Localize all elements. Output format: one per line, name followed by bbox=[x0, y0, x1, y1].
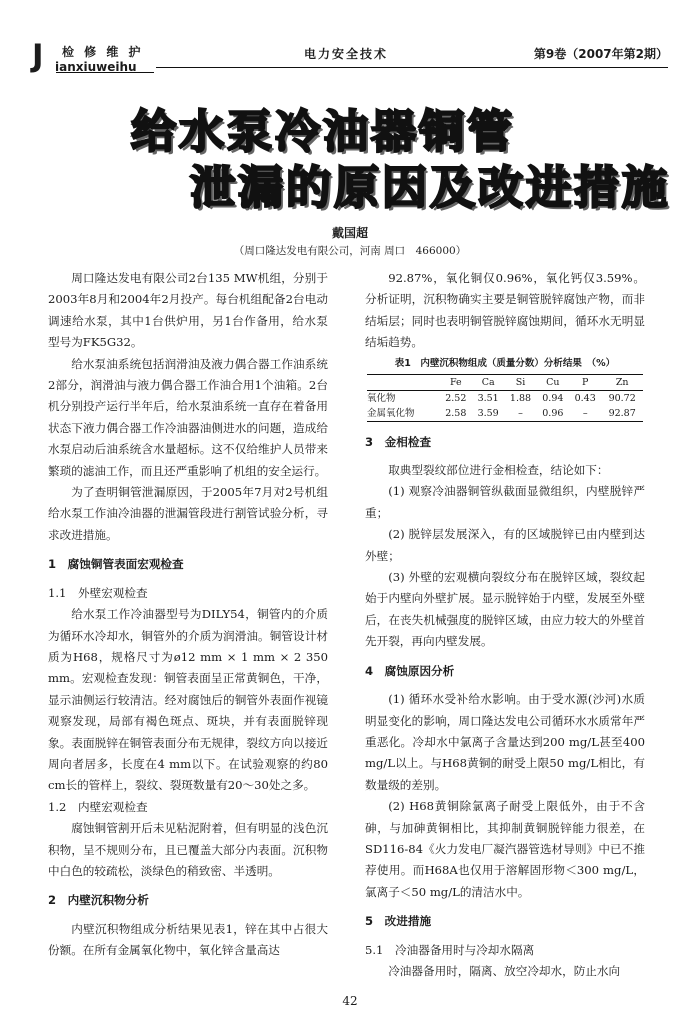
paragraph: (1) 观察冷油器铜管纵截面显微组织，内壁脱锌严重； bbox=[365, 484, 645, 520]
section-heading: 3 金相检查 bbox=[365, 434, 432, 449]
table-header-cell bbox=[367, 374, 440, 390]
table-header-cell: Si bbox=[515, 376, 526, 388]
table-caption: 表1 内壁沉积物组成（质量分数）分析结果 （%） bbox=[394, 357, 616, 369]
section-heading: 5 改进措施 bbox=[365, 914, 432, 929]
header-issue: 第9卷（2007年第2期） bbox=[533, 47, 668, 61]
header-category: 检 修 维 护 bbox=[62, 45, 144, 59]
table-cell: 90.72 bbox=[608, 392, 636, 404]
paragraph: 给水泵油系统包括润滑油及液力偶合器工作油系统2部分，润滑油与液力偶合器工作油合用1个油箱。2台机分别投产运行半年后，给水泵油系统一直存在着备用状态下液力偶合器工作冷油器油侧进水的问题，造成给水泵启动后油系统含水量超标。这不仅给维护人员带来繁琐的滤油工作，而且还严重影响了机组的安全运行。 bbox=[48, 356, 328, 478]
paragraph: 取典型裂纹部位进行金相检查，结论如下： bbox=[388, 463, 609, 478]
paragraph: 内壁沉积物组成分析结果见表1，锌在其中占很大份额。在所有金属氧化物中，氧化锌含量高达 bbox=[48, 921, 328, 958]
left-column bbox=[48, 268, 328, 962]
section-heading: 2 内壁沉积物分析 bbox=[48, 893, 149, 908]
table-cell: 氧化物 bbox=[367, 392, 396, 404]
header-journal-name: 电力安全技术 bbox=[304, 47, 389, 61]
composition-table bbox=[367, 374, 643, 422]
affiliation: （周口隆达发电有限公司，河南 周口 466000） bbox=[233, 245, 467, 257]
paragraph: (1) 循环水受补给水影响。由于受水源(沙河)水质明显变化的影响，周口隆达发电公司循环水水质常年严重恶化。冷却水中氯离子含量达到200 mg/L甚至400 mg/L以上。与H68黄铜的耐受上限50 mg/L相比，有数量级的差别。 bbox=[365, 692, 645, 792]
section-heading: 4 腐蚀原因分析 bbox=[365, 663, 455, 678]
table-header-cell: Cu bbox=[546, 376, 560, 388]
table-header-cell: Zn bbox=[615, 376, 629, 388]
subsection-heading: 5.1 冷油器备用时与冷却水隔离 bbox=[365, 942, 535, 957]
page-number: 42 bbox=[342, 994, 358, 1008]
table-cell: 金属氧化物 bbox=[367, 407, 415, 419]
paragraph: 为了查明铜管泄漏原因，于2005年7月对2号机组给水泵工作油冷油器的泄漏管段进行割管试验分析，寻求改进措施。 bbox=[48, 485, 328, 542]
table-cell: 2.58 bbox=[445, 407, 467, 419]
section-heading: 1 腐蚀铜管表面宏观检查 bbox=[48, 557, 184, 572]
table-row bbox=[367, 406, 643, 422]
paragraph: 冷油器备用时，隔离、放空冷却水，防止水向 bbox=[388, 963, 621, 978]
table-cell: 0.96 bbox=[542, 407, 564, 419]
paragraph: (3) 外壁的宏观横向裂纹分布在脱锌区域，裂纹起始于内壁向外壁扩展。显示脱锌始于内壁，发展至外壁后，在丧失机械强度的脱锌区域，由应力较大的外壁首先开裂，再向内壁发展。 bbox=[365, 570, 645, 649]
header-rule-short bbox=[56, 72, 154, 73]
author: 戴国超 bbox=[331, 226, 368, 240]
table-header-cell: Ca bbox=[481, 376, 495, 388]
table-row bbox=[367, 390, 643, 406]
title-line-2: 泄漏的原因及改进措施 bbox=[190, 161, 671, 214]
header-j-letter: J bbox=[32, 38, 44, 74]
title-line-1: 给水泵冷油器铜管 bbox=[131, 105, 516, 158]
table-cell: 3.59 bbox=[477, 407, 499, 419]
table-cell: 92.87 bbox=[608, 407, 636, 419]
table-header-cell: P bbox=[581, 376, 589, 388]
paragraph: (2) H68黄铜除氯离子耐受上限低外，由于不含砷，与加砷黄铜相比，其抑制黄铜脱锌能力很差，在SD116-84《火力发电厂凝汽器管选材导则》中已不推荐使用。而H68A也仅用于溶解固形物＜300 mg/L，氯离子＜50 mg/L的清洁水中。 bbox=[365, 799, 645, 899]
table-cell: 1.88 bbox=[509, 392, 532, 404]
header-category-latin: ianxiuweihu bbox=[55, 60, 137, 74]
paragraph: 92.87%，氧化铜仅0.96%，氧化钙仅3.59%。分析证明，沉积物确实主要是铜管脱锌腐蚀产物，而非结垢层；同时也表明铜管脱锌腐蚀期间，循环水无明显结垢趋势。 bbox=[365, 271, 645, 350]
running-header bbox=[32, 30, 668, 74]
header-rule bbox=[156, 67, 668, 68]
table-cell: – bbox=[582, 407, 588, 419]
table-cell: 0.94 bbox=[542, 392, 564, 404]
subsection-heading: 1.1 外壁宏观检查 bbox=[48, 585, 148, 600]
table-header-row bbox=[367, 374, 643, 390]
subsection-heading: 1.2 内壁宏观检查 bbox=[48, 799, 148, 814]
paragraph: 周口隆达发电有限公司2台135 MW机组，分别于2003年8月和2004年2月投产。每台机组配备2台电动调速给水泵，其中1台供炉用，另1台作备用，给水泵型号为FK5G32。 bbox=[48, 271, 328, 350]
paragraph: (2) 脱锌层发展深入，有的区域脱锌已由内壁到达外壁； bbox=[365, 527, 645, 563]
right-column bbox=[365, 268, 645, 982]
table-cell: 2.52 bbox=[445, 392, 467, 404]
paragraph: 腐蚀铜管割开后未见粘泥附着，但有明显的浅色沉积物，呈不规则分布，且已覆盖大部分内表面。沉积物中白色的较疏松，淡绿色的稍致密、半透明。 bbox=[48, 821, 328, 878]
table-cell: 3.51 bbox=[477, 392, 499, 404]
table-header-cell: Fe bbox=[449, 376, 462, 388]
table-cell: – bbox=[518, 407, 523, 419]
paragraph: 给水泵工作冷油器型号为DILY54，铜管内的介质为循环水冷却水，铜管外的介质为润滑油。铜管设计材质为H68，规格尺寸为ø12 mm × 1 mm × 2 350 mm。宏观检查发现：铜管表面呈正常黄铜色，干净，显示油侧运行较清洁。经对腐蚀后的铜管外表面作视镜观察发现，局部有褐色斑点、斑块，并有表面脱锌现象。表面脱锌在铜管表面分布无规律，裂纹方向以接近周向者居多，长度在4 mm以下。在试验观察的约80 cm长的管样上，裂纹、裂斑数量有20～30处之多。 bbox=[48, 607, 328, 793]
table-cell: 0.43 bbox=[574, 392, 596, 404]
